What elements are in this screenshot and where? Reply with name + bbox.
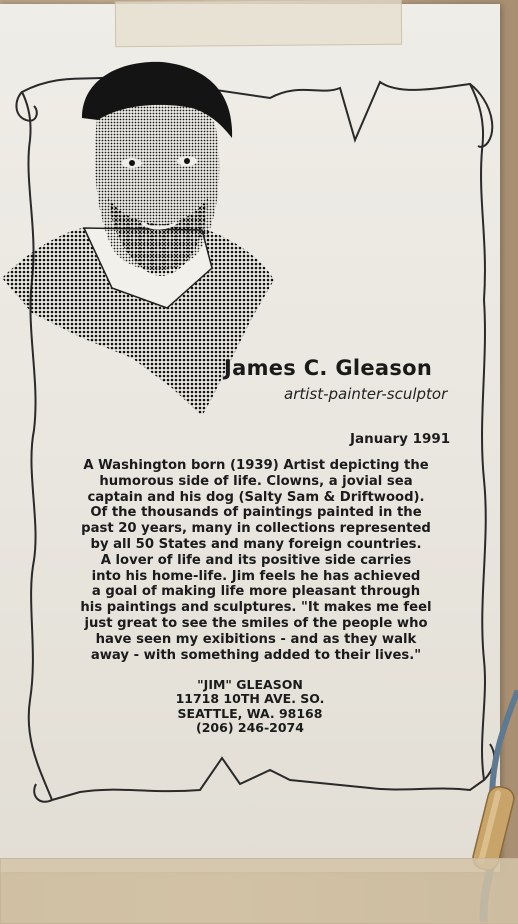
bio-line: A lover of life and its positive side carries bbox=[100, 552, 412, 568]
biography-text bbox=[46, 458, 466, 663]
artist-subtitle: artist-painter-sculptor bbox=[284, 385, 448, 403]
bio-line: his paintings and sculptures. "It makes me feel bbox=[80, 600, 432, 616]
address-street: 11718 10TH AVE. SO. bbox=[175, 691, 325, 707]
bio-line: by all 50 States and many foreign countries. bbox=[90, 536, 422, 552]
bio-line: A Washington born (1939) Artist depicting the bbox=[83, 458, 429, 473]
tape-strip-bottom bbox=[0, 858, 518, 924]
address-city: SEATTLE, WA. 98168 bbox=[177, 705, 323, 721]
document-date: January 1991 bbox=[350, 431, 451, 447]
bio-line: past 20 years, many in collections represented bbox=[81, 521, 431, 537]
bio-line: captain and his dog (Salty Sam & Driftwood). bbox=[87, 489, 425, 505]
address-name: "JIM" GLEASON bbox=[197, 677, 303, 692]
bio-line: Of the thousands of paintings painted in the bbox=[90, 505, 422, 521]
address-phone: (206) 246-2074 bbox=[196, 720, 304, 736]
bio-line: have seen my exibitions - and as they walk bbox=[95, 631, 417, 647]
bio-line: away - with something added to their lives." bbox=[90, 647, 422, 663]
contact-address bbox=[150, 678, 350, 736]
bio-line: just great to see the smiles of the people who bbox=[84, 615, 428, 631]
bio-line: into his home-life. Jim feels he has achieved bbox=[91, 568, 421, 584]
bio-line: humorous side of life. Clowns, a jovial sea bbox=[99, 473, 413, 489]
artist-name: James C. Gleason bbox=[224, 356, 433, 380]
bio-line: a goal of making life more pleasant through bbox=[91, 584, 421, 600]
